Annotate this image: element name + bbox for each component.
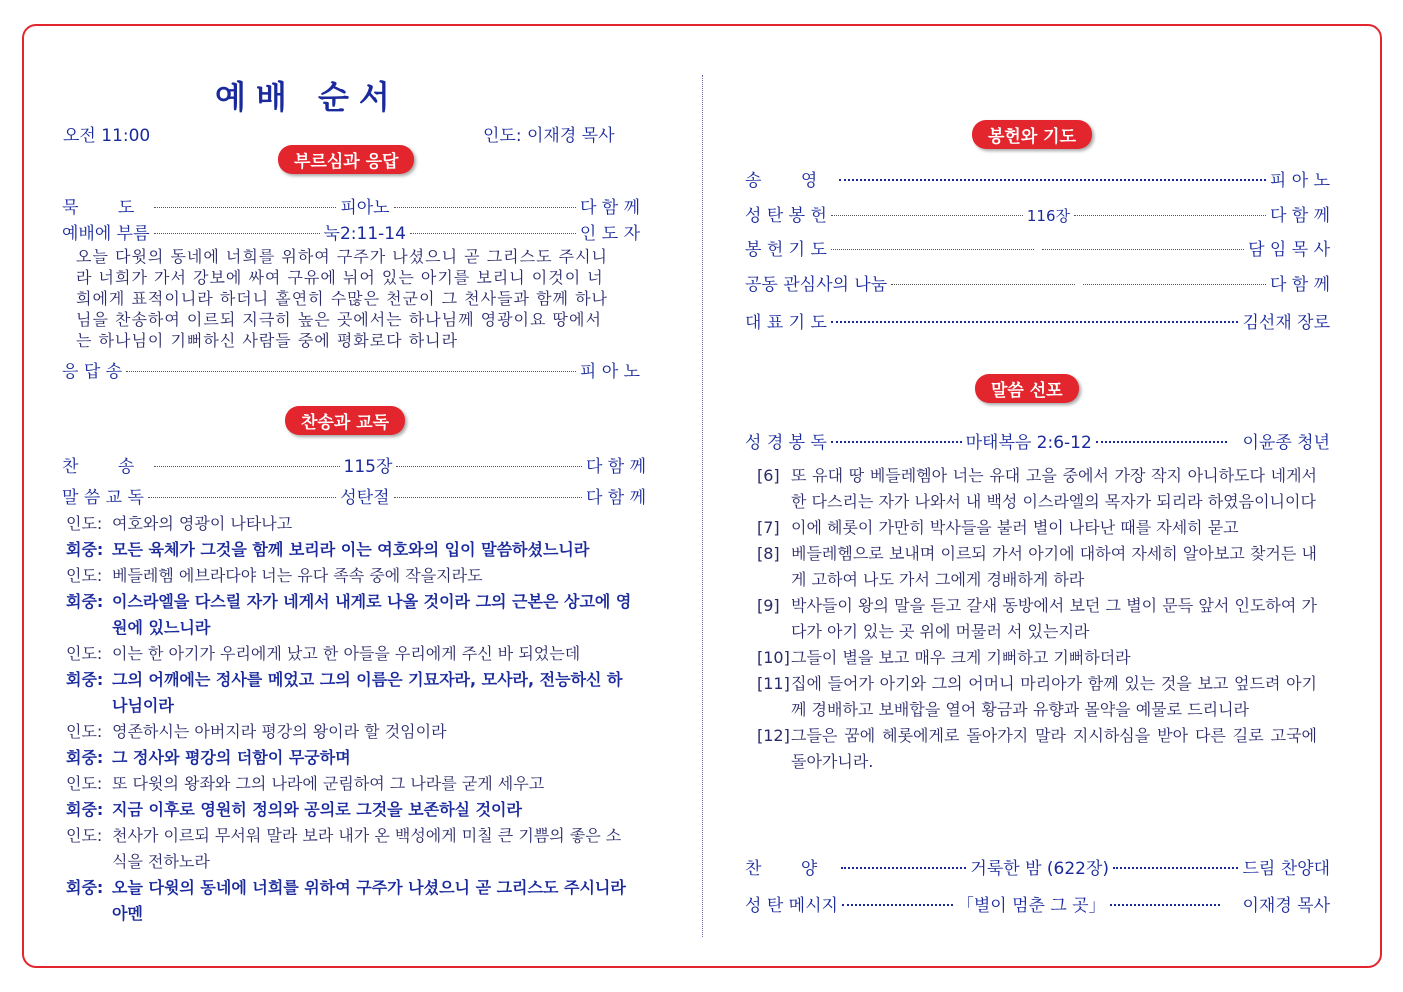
row-label: 봉 헌 기 도 xyxy=(745,240,827,260)
order-row-offering-prayer xyxy=(745,235,1330,260)
row-middle: 116장 xyxy=(1026,207,1070,225)
speaker: 인도: xyxy=(66,644,103,663)
row-label: 송 영 xyxy=(745,171,818,191)
reading-line xyxy=(66,797,636,823)
order-row-silent-prayer xyxy=(62,193,640,218)
verse-text: 집에 들어가 아기와 그의 어머니 마리아가 함께 있는 것을 보고 엎드려 아기께 경배하고 보배합을 열어 황금과 유향과 몰약을 예물로 드리니라 xyxy=(791,674,1317,719)
reading-text: 천사가 이르되 무서워 말라 보라 내가 온 백성에게 미칠 큰 기쁨의 좋은 소식을 전하노라 xyxy=(112,826,622,871)
leader-dots xyxy=(831,249,1034,250)
text-line: 오늘 다윗의 동네에 너희를 위하여 구주가 나셨으니 곧 그리스도 주시니 xyxy=(76,247,608,266)
section-offering: 봉헌와 기도 xyxy=(972,120,1092,149)
section-word: 말씀 선포 xyxy=(975,374,1079,403)
text-line: 님을 찬송하여 이르되 지극히 높은 곳에서는 하나님께 영광이요 땅에서 xyxy=(76,310,602,329)
row-label: 말 씀 교 독 xyxy=(62,488,144,508)
row-end: 피 아 노 xyxy=(1269,171,1330,191)
row-label: 응 답 송 xyxy=(62,362,123,382)
order-row-representative-prayer xyxy=(745,308,1330,333)
row-end: 다 함 께 xyxy=(1269,206,1331,226)
row-middle: 마태복음 2:6-12 xyxy=(965,433,1092,453)
section-hymn: 찬송과 교독 xyxy=(285,406,405,435)
row-end: 김선재 장로 xyxy=(1242,313,1330,333)
leader-dots xyxy=(126,371,576,372)
verse-number: [7] xyxy=(757,518,780,537)
row-label: 성 경 봉 독 xyxy=(745,433,827,453)
call-to-worship-text xyxy=(76,246,636,351)
order-row-call-to-worship xyxy=(62,219,640,244)
order-row-announcements xyxy=(745,270,1330,295)
reading-line xyxy=(66,745,636,771)
leader-dots xyxy=(831,441,962,443)
verse xyxy=(757,671,1317,723)
speaker: 인도: xyxy=(66,774,103,793)
service-time: 오전 11:00 xyxy=(63,126,151,146)
leader-dots xyxy=(1110,904,1221,906)
verse-text: 그들은 꿈에 헤롯에게로 돌아가지 말라 지시하심을 받아 다른 길로 고국에 돌아가니라. xyxy=(791,726,1317,771)
speaker: 인도: xyxy=(66,514,103,533)
service-leader: 인도: 이재경 목사 xyxy=(483,126,615,146)
reading-line xyxy=(66,537,636,563)
reading-text: 또 다윗의 왕좌와 그의 나라에 군림하여 그 나라를 굳게 세우고 xyxy=(112,774,545,793)
verse-text: 그들이 별을 보고 매우 크게 기뻐하고 기뻐하더라 xyxy=(791,648,1131,667)
row-label: 성 탄 봉 헌 xyxy=(745,206,827,226)
leader-dots xyxy=(148,497,336,498)
text-line: 희에게 표적이니라 하더니 홀연히 수많은 천군이 그 천사들과 함께 하나 xyxy=(76,289,608,308)
leader-dots xyxy=(154,233,320,234)
verse-number: [12] xyxy=(757,726,790,745)
row-end: 드림 찬양대 xyxy=(1242,859,1330,879)
leader-dots xyxy=(841,867,966,869)
verse-number: [11] xyxy=(757,674,790,693)
text-line: 라 너희가 가서 강보에 싸여 구유에 뉘어 있는 아기를 보리니 이것이 너 xyxy=(76,268,604,287)
reading-text: 오늘 다윗의 동네에 너희를 위하여 구주가 나셨으니 곧 그리스도 주시니라 아멘 xyxy=(112,878,626,923)
verse-number: [10] xyxy=(757,648,790,667)
leader-dots xyxy=(1096,441,1227,443)
speaker: 회중: xyxy=(66,540,104,559)
reading-text: 이스라엘을 다스릴 자가 네게서 내게로 나올 것이라 그의 근본은 상고에 영원에 있느니라 xyxy=(112,592,632,637)
reading-text: 여호와의 영광이 나타나고 xyxy=(112,514,293,533)
leader-dots xyxy=(839,179,1266,181)
row-label: 공동 관심사의 나눔 xyxy=(745,275,888,295)
speaker: 회중: xyxy=(66,748,104,767)
speaker: 인도: xyxy=(66,826,103,845)
speaker: 인도: xyxy=(66,722,103,741)
verse xyxy=(757,541,1317,593)
reading-text: 영존하시는 아버지라 평강의 왕이라 할 것임이라 xyxy=(112,722,447,741)
column-divider xyxy=(702,75,703,937)
verse-text: 베들레헴으로 보내며 이르되 가서 아기에 대하여 자세히 알아보고 찾거든 내게 고하여 나도 가서 그에게 경배하게 하라 xyxy=(791,544,1317,589)
row-end: 인 도 자 xyxy=(579,224,640,244)
order-row-responsive-reading xyxy=(62,483,646,508)
reading-line xyxy=(66,771,636,797)
verse-text: 이에 헤롯이 가만히 박사들을 불러 별이 나타난 때를 자세히 묻고 xyxy=(791,518,1239,537)
row-middle: 피아노 xyxy=(340,198,390,218)
verse xyxy=(757,463,1317,515)
row-end: 담 임 목 사 xyxy=(1248,240,1330,260)
leader-dots xyxy=(1074,215,1266,216)
verse-text: 박사들이 왕의 말을 듣고 갈새 동방에서 보던 그 별이 문득 앞서 인도하여 가다가 아기 있는 곳 위에 머물러 서 있는지라 xyxy=(791,596,1317,641)
row-label: 예배에 부름 xyxy=(62,224,150,244)
text-line: 는 하나님이 기뻐하신 사람들 중에 평화로다 하니라 xyxy=(76,331,459,350)
verse xyxy=(757,515,1317,541)
verse-number: [8] xyxy=(757,544,780,563)
leader-dots xyxy=(394,207,576,208)
leader-dots xyxy=(831,215,1023,216)
row-label: 성 탄 메시지 xyxy=(745,896,838,916)
reading-text: 그 정사와 평강의 더함이 무궁하며 xyxy=(112,748,351,767)
row-middle: 「별이 멈춘 그 곳」 xyxy=(956,896,1106,916)
order-row-christmas-offering xyxy=(745,201,1330,226)
leader-dots xyxy=(1113,867,1238,869)
verse-number: [9] xyxy=(757,596,780,615)
reading-text: 그의 어깨에는 정사를 메었고 그의 이름은 기묘자라, 모사라, 전능하신 하나님이라 xyxy=(112,670,623,715)
reading-line xyxy=(66,563,636,589)
row-middle: 거룩한 밤 (622장) xyxy=(970,859,1110,879)
order-row-anthem xyxy=(745,854,1330,879)
row-label: 묵 도 xyxy=(62,198,135,218)
leader-dots xyxy=(154,207,336,208)
speaker: 회중: xyxy=(66,592,104,611)
order-row-response-song xyxy=(62,357,640,382)
reading-line xyxy=(66,641,636,667)
row-label: 찬 양 xyxy=(745,859,818,879)
leader-dots xyxy=(842,904,953,906)
order-row-hymn xyxy=(62,452,646,477)
verse xyxy=(757,723,1317,775)
reading-text: 지금 이후로 영원히 정의와 공의로 그것을 보존하실 것이라 xyxy=(112,800,522,819)
order-row-scripture xyxy=(745,428,1330,453)
row-end: 다 함 께 xyxy=(585,488,647,508)
reading-text: 베들레헴 에브라다야 너는 유다 족속 중에 작을지라도 xyxy=(112,566,483,585)
verse-text: 또 유대 땅 베들레헴아 너는 유대 고을 중에서 가장 작지 아니하도다 네게서 한 다스리는 자가 나와서 내 백성 이스라엘의 목자가 되리라 하였음이니이다 xyxy=(791,466,1317,511)
speaker: 회중: xyxy=(66,670,104,689)
row-end: 이재경 목사 xyxy=(1242,896,1330,916)
row-label: 찬 송 xyxy=(62,457,135,477)
leader-dots xyxy=(831,321,1239,323)
verse-number: [6] xyxy=(757,466,780,485)
row-middle: 눅2:11-14 xyxy=(323,224,406,244)
page-title: 예배 순서 xyxy=(215,78,400,116)
speaker: 회중: xyxy=(66,878,104,897)
reading-line xyxy=(66,511,636,537)
responsive-reading xyxy=(66,511,636,927)
row-end: 피 아 노 xyxy=(579,362,640,382)
row-end: 다 함 께 xyxy=(585,457,647,477)
order-row-christmas-message xyxy=(745,891,1330,916)
reading-text: 모든 육체가 그것을 함께 보리라 이는 여호와의 입이 말씀하셨느니라 xyxy=(112,540,590,559)
reading-line xyxy=(66,823,636,875)
reading-text: 이는 한 아기가 우리에게 났고 한 아들을 우리에게 주신 바 되었는데 xyxy=(112,644,581,663)
row-label: 대 표 기 도 xyxy=(745,313,827,333)
reading-line xyxy=(66,589,636,641)
row-end: 다 함 께 xyxy=(1269,275,1331,295)
leader-dots xyxy=(891,284,1074,285)
leader-dots xyxy=(1083,284,1266,285)
scripture-verses xyxy=(757,463,1317,775)
order-row-doxology xyxy=(745,166,1330,191)
row-end: 이윤종 청년 xyxy=(1242,433,1331,453)
leader-dots xyxy=(154,466,340,467)
leader-dots xyxy=(396,466,582,467)
leader-dots xyxy=(394,497,582,498)
reading-line xyxy=(66,719,636,745)
row-middle: 115장 xyxy=(343,457,393,477)
leader-dots xyxy=(1042,249,1245,250)
reading-line xyxy=(66,875,636,927)
speaker: 회중: xyxy=(66,800,104,819)
reading-line xyxy=(66,667,636,719)
section-calling: 부르심과 응답 xyxy=(278,145,414,174)
row-end: 다 함 께 xyxy=(579,198,641,218)
verse xyxy=(757,645,1317,671)
verse xyxy=(757,593,1317,645)
row-middle: 성탄절 xyxy=(340,488,390,508)
leader-dots xyxy=(410,233,576,234)
speaker: 인도: xyxy=(66,566,103,585)
